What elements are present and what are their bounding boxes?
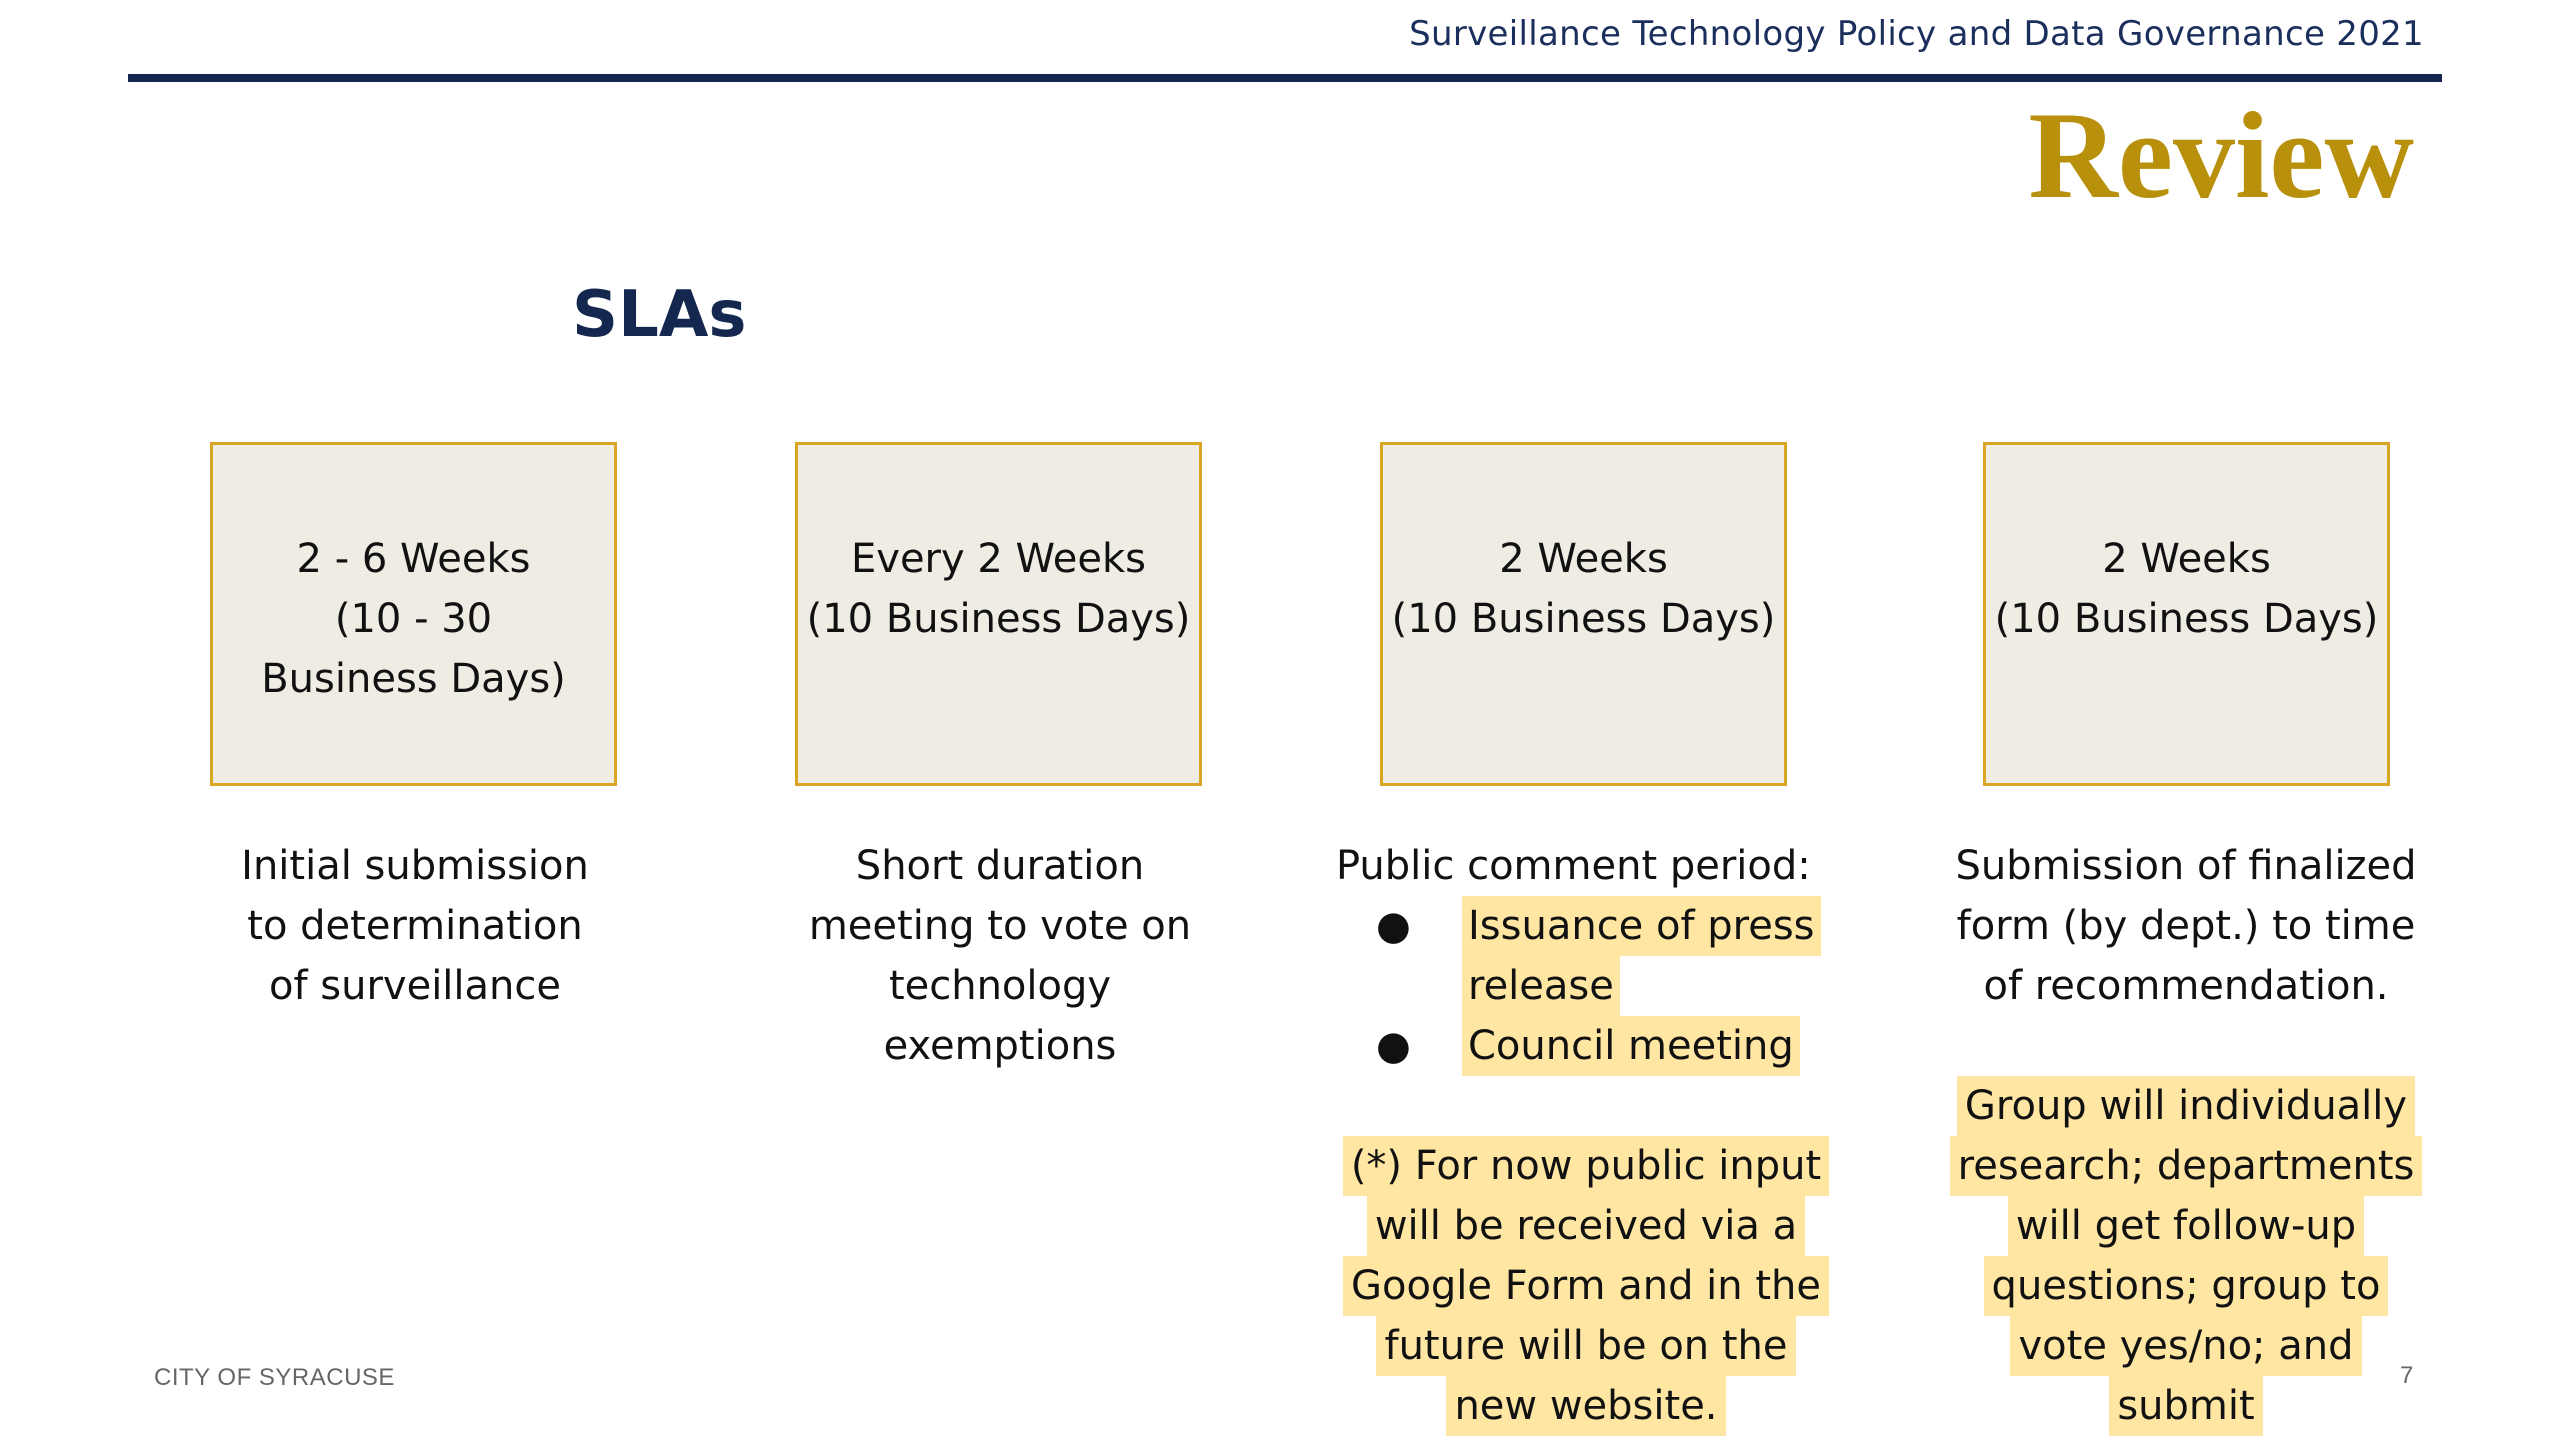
sla-box-1 — [210, 442, 617, 786]
sla-box-line: 2 Weeks — [1499, 536, 1668, 582]
description-line: Short duration — [855, 843, 1145, 889]
footer-organization: CITY OF SYRACUSE — [154, 1364, 395, 1391]
note-line: questions; group to — [1984, 1256, 2389, 1316]
note-line: will get follow-up — [2008, 1196, 2364, 1256]
sla-description-4 — [1930, 836, 2442, 1436]
sla-box-line: (10 Business Days) — [806, 596, 1191, 642]
sla-description-3 — [1336, 836, 1836, 1436]
list-item — [1336, 896, 1836, 1016]
sla-description-2 — [765, 836, 1235, 1076]
note-line: vote yes/no; and — [2010, 1316, 2361, 1376]
sla-box-line: 2 - 6 Weeks — [296, 536, 531, 582]
bullet-line: Issuance of press — [1462, 896, 1821, 956]
bullet-icon: ● — [1376, 1023, 1411, 1069]
sla-box-2 — [795, 442, 1202, 786]
sla-box-line: (10 Business Days) — [1391, 596, 1776, 642]
description-line: Initial submission — [241, 843, 589, 889]
sla-box-4 — [1983, 442, 2390, 786]
bullet-line: release — [1462, 956, 1620, 1016]
sla-description-1 — [180, 836, 650, 1016]
presentation-title: Surveillance Technology Policy and Data Governance 2021 — [1409, 14, 2424, 54]
note-line: will be received via a — [1367, 1196, 1805, 1256]
bullet-line: Council meeting — [1462, 1016, 1800, 1076]
header-divider — [128, 74, 2442, 82]
public-input-note — [1336, 1136, 1836, 1436]
slide-heading: SLAs — [572, 278, 747, 352]
description-line: technology — [888, 963, 1112, 1009]
note-line: future will be on the — [1376, 1316, 1795, 1376]
note-line: research; departments — [1950, 1136, 2423, 1196]
sla-box-line: 2 Weeks — [2102, 536, 2271, 582]
note-line: Google Form and in the — [1343, 1256, 1829, 1316]
list-item — [1336, 1016, 1836, 1076]
public-comment-list — [1336, 896, 1836, 1076]
sla-box-line: Every 2 Weeks — [851, 536, 1146, 582]
section-title: Review — [2028, 87, 2414, 224]
bullet-icon: ● — [1376, 903, 1411, 949]
sla-box-line: Business Days) — [261, 656, 566, 702]
description-line: meeting to vote on — [808, 903, 1192, 949]
page-number: 7 — [2400, 1362, 2414, 1389]
sla-box-line: (10 Business Days) — [1994, 596, 2379, 642]
note-line: (*) For now public input — [1343, 1136, 1829, 1196]
sla-box-3 — [1380, 442, 1787, 786]
sla-box-line: (10 - 30 — [334, 596, 493, 642]
note-line: submit — [2109, 1376, 2262, 1436]
description-line: exemptions — [883, 1023, 1117, 1069]
note-line: new website. — [1446, 1376, 1725, 1436]
description-intro: Public comment period: — [1336, 843, 1811, 889]
description-line: form (by dept.) to time — [1956, 903, 2416, 949]
description-line: of recommendation. — [1983, 963, 2389, 1009]
description-line: to determination — [247, 903, 583, 949]
description-line: Submission of finalized — [1955, 843, 2417, 889]
description-line: of surveillance — [269, 963, 561, 1009]
group-research-note — [1930, 1076, 2442, 1436]
note-line: Group will individually — [1957, 1076, 2415, 1136]
